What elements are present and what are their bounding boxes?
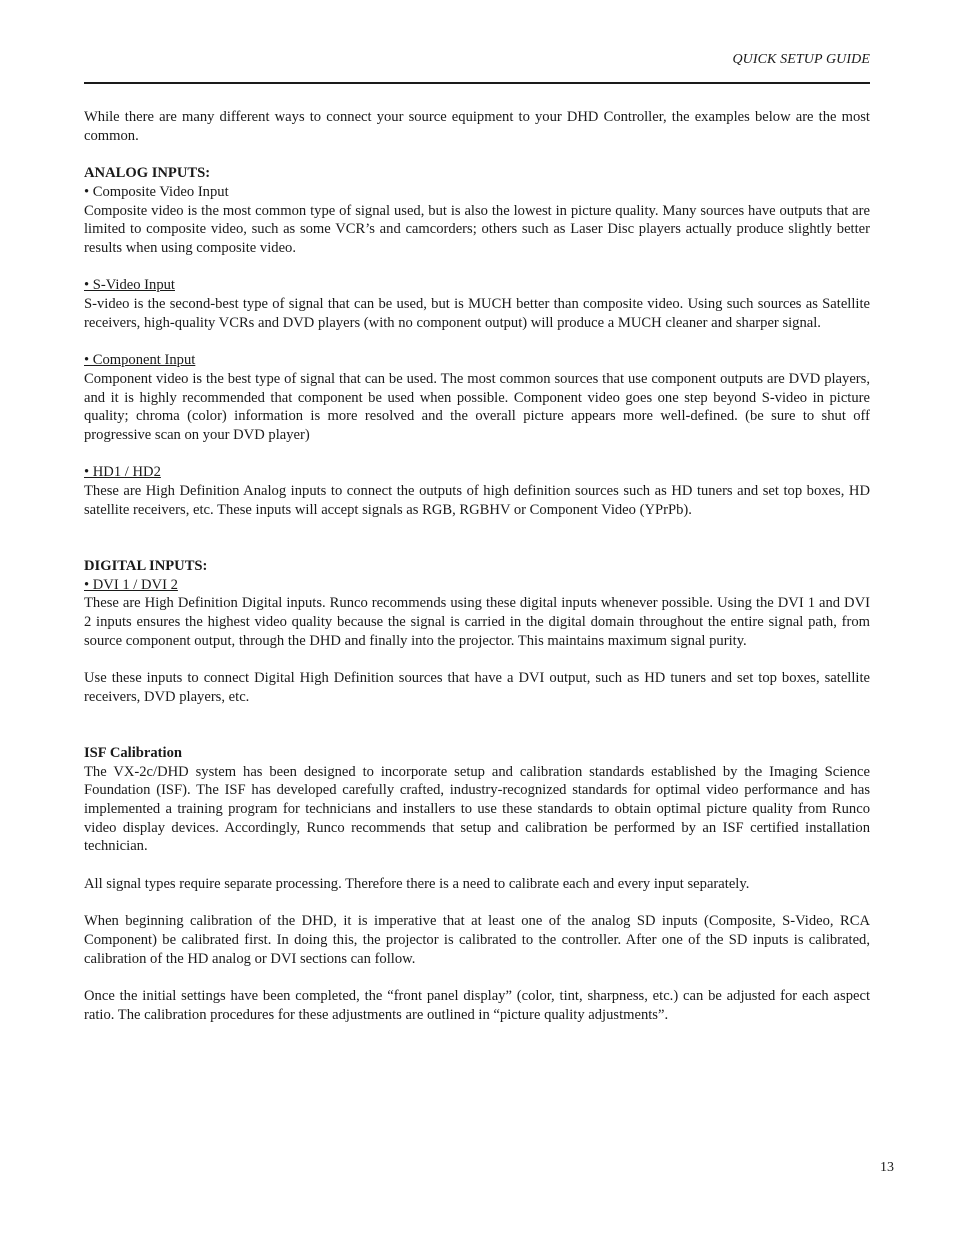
page-number: 13 [880, 1160, 894, 1175]
component-label: • Component Input [84, 352, 196, 369]
isf-paragraph-1: The VX-2c/DHD system has been designed to incorporate setup and calibration standards established by the Imaging Science Foundation (ISF). The ISF has developed carefully crafted, industry-recognized standards for optimal video performance and has implemented a training program for technicians and installers to use these standards to obtain optimal picture quality from Runco video display devices. Accordingly, Runco recommends that setup and calibration be performed by an ISF certified installation technician. [84, 763, 870, 855]
composite-video-label: • Composite Video Input [84, 183, 229, 200]
dvi-label: • DVI 1 / DVI 2 [84, 576, 178, 593]
svideo-text: S-video is the second-best type of signal that can be used, but is MUCH better than composite video. Using such sources as Satellite receivers, high-quality VCRs and DVD players (with no component output) will produce a MUCH cleaner and sharper signal. [84, 296, 870, 331]
component-text: Component video is the best type of signal that can be used. The most common sources that use component outputs are DVD players, and it is highly recommended that component be used when possible. Component video goes one step beyond S-video in picture quality; chroma (color) information is more resolved and the overall picture appears more well-defined. (be sure to shut off progressive scan on your DVD player) [84, 370, 870, 443]
hd-label: • HD1 / HD2 [84, 464, 161, 481]
svideo-label: • S-Video Input [84, 277, 175, 294]
header-rule [84, 82, 870, 84]
isf-paragraph-2: All signal types require separate processing. Therefore there is a need to calibrate each and every input separately. [84, 875, 750, 892]
dvi-text-2: Use these inputs to connect Digital High Definition sources that have a DVI output, such as HD tuners and set top boxes, satellite receivers, DVD players, etc. [84, 670, 870, 705]
isf-calibration-heading: ISF Calibration [84, 744, 182, 761]
dvi-text: These are High Definition Digital inputs. Runco recommends using these digital inputs whenever possible. Using the DVI 1 and DVI 2 inputs ensures the highest video quality because the signal is carried in the digital domain throughout the entire signal path, from source component output, through the DHD and finally into the projector. This maintains maximum signal purity. [84, 595, 870, 649]
intro-paragraph: While there are many different ways to connect your source equipment to your DHD Controller, the examples below are the most common. [84, 109, 870, 144]
isf-paragraph-4: Once the initial settings have been completed, the “front panel display” (color, tint, sharpness, etc.) can be adjusted for each aspect ratio. The calibration procedures for these adjustments are outlined in “picture quality adjustments”. [84, 987, 870, 1023]
analog-inputs-heading: ANALOG INPUTS: [84, 165, 211, 182]
isf-paragraph-3: When beginning calibration of the DHD, it is imperative that at least one of the analog SD inputs (Composite, S-Video, RCA Component) be calibrated first. In doing this, the projector is calibrated to the controller. After one of the SD inputs is calibrated, calibration of the HD analog or DVI sections can follow. [84, 913, 870, 967]
composite-video-text: Composite video is the most common type of signal used, but is also the lowest in picture quality. Many sources have outputs that are limited to composite video, such as some VCR’s and camcorders; others such as Laser Disc players actually produce slightly better results when using composite video. [84, 202, 870, 256]
page-body [84, 108, 870, 1024]
digital-inputs-heading: DIGITAL INPUTS: [84, 557, 208, 574]
running-header: QUICK SETUP GUIDE [732, 52, 870, 67]
hd-text: These are High Definition Analog inputs to connect the outputs of high definition sources such as HD tuners and set top boxes, HD satellite receivers, etc. These inputs will accept signals as RGB, RGBHV or Component Video (YPrPb). [84, 483, 870, 518]
